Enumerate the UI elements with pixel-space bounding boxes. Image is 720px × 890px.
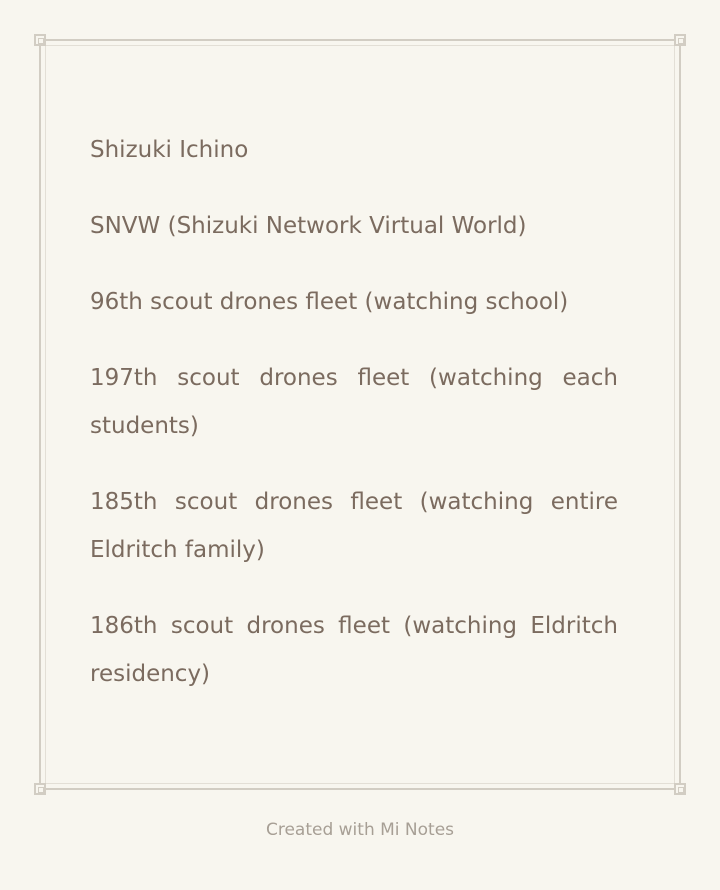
note-line: 185th scout drones fleet (watching entire Eldritch family) (90, 489, 618, 563)
note-content (90, 126, 618, 726)
note-line: Shizuki Ichino (90, 137, 249, 163)
frame-corner-ornament-icon (34, 783, 46, 795)
note-line: SNVW (Shizuki Network Virtual World) (90, 213, 527, 239)
note-line: 96th scout drones fleet (watching school) (90, 289, 569, 315)
note-line: 186th scout drones fleet (watching Eldritch residency) (90, 613, 618, 687)
created-with-footer: Created with Mi Notes (265, 820, 455, 840)
note-line: 197th scout drones fleet (watching each students) (90, 365, 618, 439)
frame-corner-ornament-icon (674, 34, 686, 46)
frame-corner-ornament-icon (34, 34, 46, 46)
frame-corner-ornament-icon (674, 783, 686, 795)
